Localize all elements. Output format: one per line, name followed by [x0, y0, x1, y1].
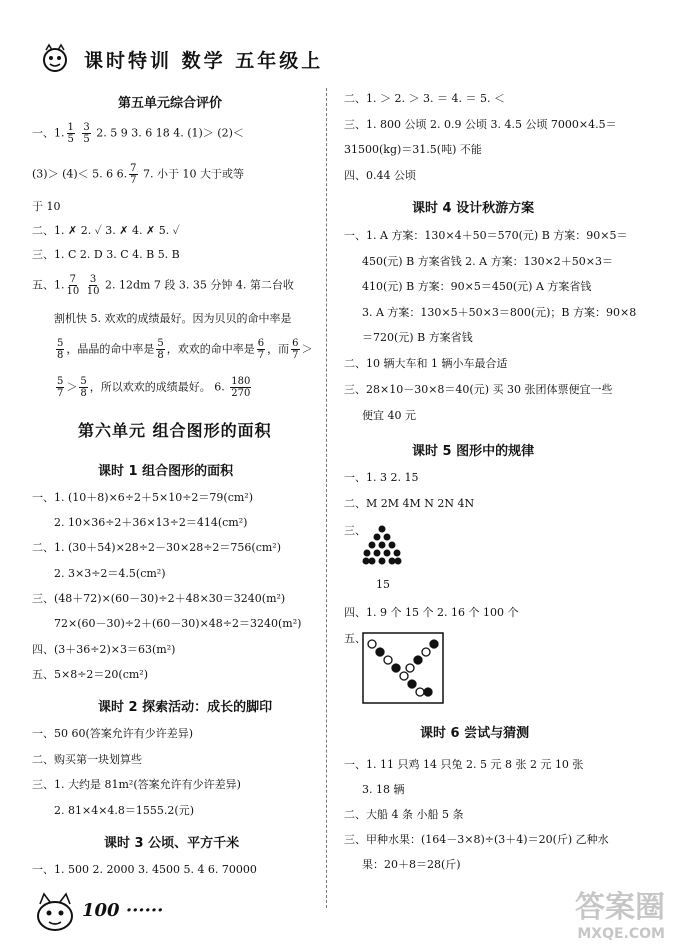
l2-line: 2. 81×4×4.8＝1555.2(元) [54, 804, 194, 817]
triangle-dots-figure [362, 524, 402, 570]
l4-line: 一、1. A 方案：130×4＋50＝570(元) B 方案：90×5＝ [344, 229, 628, 242]
l6-line: 三、甲种水果：(164－3×8)÷(3＋4)＝20(斤) 乙种水 [344, 833, 609, 846]
lesson2-title: 课时 2 探索活动：成长的脚印 [98, 700, 273, 715]
fraction: $\frac{5}{8}$ [57, 338, 64, 361]
u5-line-2: (3)＞ (4)＜ 5. 6 6. $\frac{7}{7}$ 7. 小于 10 大于或等 [32, 163, 244, 186]
l2-line: 二、购买第一块划算些 [32, 753, 142, 766]
fraction: $\frac{5}{8}$ [157, 338, 164, 361]
l4-line: 三、28×10－30×8＝40(元) 买 30 张团体票便宜一些 [344, 383, 613, 396]
u5-line-7: 割机快 5. 欢欢的成绩最好。因为贝贝的命中率是 [54, 312, 292, 325]
l5-line: 二、M 2M 4M N 2N 4N [344, 497, 475, 510]
l5-q3-label: 三、 [344, 524, 366, 537]
unit6-title: 第六单元 组合图形的面积 [78, 421, 272, 440]
l6-line: 一、1. 11 只鸡 14 只兔 2. 5 元 8 张 2 元 10 张 [344, 758, 584, 771]
header-title: 课时特训 数学 五年级上 [84, 50, 324, 72]
fraction: $\frac{1}{5}$ [67, 122, 74, 145]
l6-line: 二、大船 4 条 小船 5 条 [344, 808, 464, 821]
l4-line: 二、10 辆大车和 1 辆小车最合适 [344, 357, 508, 370]
u5-line-6: 五、1. $\frac{7}{10}$ $\frac{3}{10}$ 2. 12dm 7 段 3. 35 分钟 4. 第二台收 [32, 274, 294, 297]
l6-line: 果：20＋8＝28(斤) [362, 858, 461, 871]
l5-q5-label: 五、 [344, 632, 366, 645]
r-top-line: 三、1. 800 公顷 2. 0.9 公顷 3. 4.5 公顷 7000×4.5＝ [344, 118, 617, 131]
l4-line: 便宜 40 元 [362, 409, 416, 422]
fraction: $\frac{3}{5}$ [83, 122, 90, 145]
l4-line: 410(元) B 方案：90×5＝450(元) A 方案省钱 [362, 280, 592, 293]
u5-line-3: 于 10 [32, 200, 61, 213]
u5-line-8: $\frac{5}{8}$ ，晶晶的命中率是 $\frac{5}{8}$ ，欢欢的命中率是 $\frac{6}{7}$ ，而 $\frac{6}{7}$ ＞ [57, 338, 313, 361]
unit5-title: 第五单元综合评价 [118, 96, 223, 111]
l1-line: 一、1. (10＋8)×6÷2＋5×10÷2＝79(cm²) [32, 491, 254, 504]
l4-line: ＝720(元) B 方案省钱 [362, 331, 473, 344]
fraction: $\frac{5}{7}$ [57, 376, 64, 399]
l1-line: 五、5×8÷2＝20(cm²) [32, 668, 149, 681]
l5-line: 四、1. 9 个 15 个 2. 16 个 100 个 [344, 606, 519, 619]
u5-line-1: 一、1. $\frac{1}{5}$ $\frac{3}{5}$ 2. 5 9 3. 6 18 4. (1)＞ (2)＜ [32, 122, 244, 145]
mascot-logo-icon [40, 42, 70, 76]
page-number: 100 ······ [82, 900, 164, 921]
l4-line: 3. A 方案：130×5＋50×3＝800(元)；B 方案：90×8 [362, 306, 637, 319]
lesson5-title: 课时 5 图形中的规律 [412, 444, 535, 459]
u5-line-5: 三、1. C 2. D 3. C 4. B 5. B [32, 248, 180, 261]
l1-line: 四、(3＋36÷2)×3＝63(m²) [32, 643, 176, 656]
l3-line: 一、1. 500 2. 2000 3. 4500 5. 4 6. 70000 [32, 863, 257, 876]
lesson4-title: 课时 4 设计秋游方案 [412, 201, 535, 216]
fraction: $\frac{180}{270}$ [231, 376, 251, 399]
l4-line: 450(元) B 方案省钱 2. A 方案：130×2＋50×3＝ [362, 255, 614, 268]
u5-line-9: $\frac{5}{7}$ ＞ $\frac{5}{8}$ ，所以欢欢的成绩最好。 6. $\frac{180}{270}$ [57, 376, 251, 399]
column-divider [326, 88, 327, 908]
lesson6-title: 课时 6 尝试与猜测 [420, 726, 530, 741]
mascot-footer-icon [32, 886, 78, 934]
r-top-line: 二、1. ＞ 2. ＞ 3. ＝ 4. ＝ 5. ＜ [344, 92, 505, 105]
l2-line: 一、50 60(答案允许有少许差异) [32, 727, 194, 740]
fraction: $\frac{7}{10}$ [66, 274, 80, 297]
l2-line: 三、1. 大约是 81m²(答案允许有少许差异) [32, 778, 241, 791]
v-dots-grid-figure [362, 632, 444, 704]
fraction: $\frac{3}{10}$ [86, 274, 100, 297]
fraction: $\frac{7}{7}$ [130, 163, 137, 186]
l5-q3-value: 15 [376, 578, 390, 591]
lesson1-title: 课时 1 组合图形的面积 [98, 464, 234, 479]
u5-line-4: 二、1. ✗ 2. ✓ 3. ✗ 4. ✗ 5. ✓ [32, 224, 180, 237]
l1-line: 2. 10×36÷2＋36×13÷2＝414(cm²) [54, 516, 248, 529]
watermark-logo: 答案圈 MXQE.COM [575, 890, 665, 942]
r-top-line: 31500(kg)＝31.5(吨) 不能 [344, 143, 482, 156]
l1-line: 三、(48＋72)×(60－30)÷2＋48×30＝3240(m²) [32, 592, 286, 605]
fraction: $\frac{6}{7}$ [292, 338, 299, 361]
l1-line: 2. 3×3÷2＝4.5(cm²) [54, 567, 166, 580]
fraction: $\frac{6}{7}$ [257, 338, 265, 361]
l1-line: 二、1. (30＋54)×28÷2－30×28÷2＝756(cm²) [32, 541, 282, 554]
r-top-line: 四、0.44 公顷 [344, 169, 416, 182]
fraction: $\frac{5}{8}$ [80, 376, 87, 399]
page-header [40, 42, 640, 82]
l5-line: 一、1. 3 2. 15 [344, 471, 419, 484]
l1-line: 72×(60－30)÷2＋(60－30)×48÷2＝3240(m²) [54, 617, 302, 630]
l6-line: 3. 18 辆 [362, 783, 405, 796]
lesson3-title: 课时 3 公顷、平方千米 [104, 836, 240, 851]
